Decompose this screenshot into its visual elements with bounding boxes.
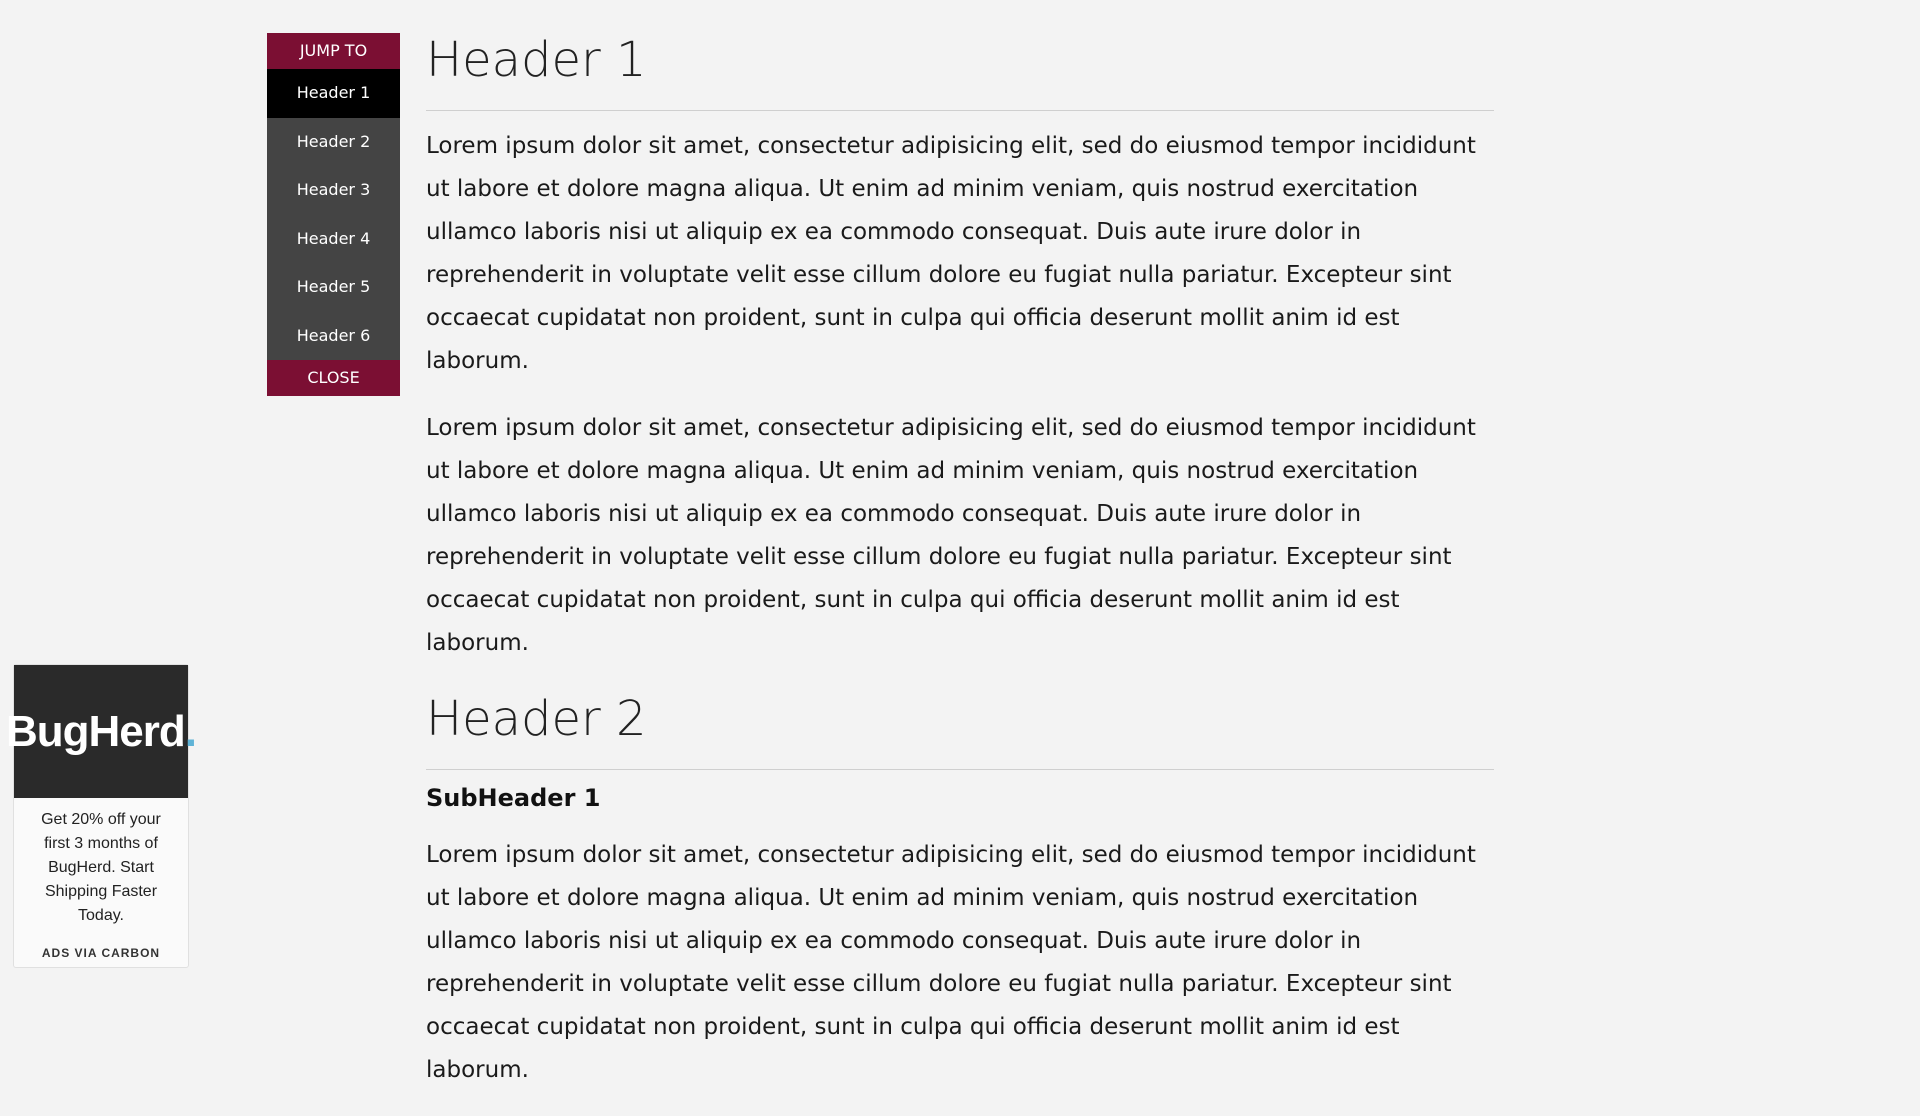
ad-text[interactable]: Get 20% off your first 3 months of BugHerd. Start Shipping Faster Today. [41,811,161,924]
heading-divider [426,769,1494,770]
jump-item-header-2[interactable]: Header 2 [296,131,371,151]
subheader: SubHeader 1 [426,784,601,812]
jump-to-list [267,69,400,360]
jump-to-nav [267,33,400,396]
jump-item-header-6[interactable]: Header 6 [296,325,371,345]
bugherd-logo[interactable] [6,665,197,798]
section-heading-2: Header 2 [426,691,647,747]
jump-item-header-1[interactable]: Header 1 [267,69,400,118]
main-content [426,22,1494,1116]
paragraph: Lorem ipsum dolor sit amet, consectetur adipisicing elit, sed do eiusmod tempor incididunt ut labore et dolore magna aliqua. Ut enim ad minim veniam, quis nostrud exercitation ullamco laboris nisi ut aliquip ex ea commodo consequat. Duis aute irure dolor in reprehenderit in voluptate velit esse cillum dolore eu fugiat nulla pariatur. Excepteur sint occaecat cupidatat non proident, sunt in culpa qui officia deserunt mollit anim id est laborum. [426,842,1476,1083]
jump-item-header-4[interactable]: Header 4 [296,228,371,248]
jump-item-header-3[interactable]: Header 3 [296,180,371,199]
section-heading-1: Header 1 [426,32,647,88]
bugherd-logo-dot: . [184,706,197,756]
heading-divider [426,110,1494,111]
paragraph: Lorem ipsum dolor sit amet, consectetur adipisicing elit, sed do eiusmod tempor incididunt ut labore et dolore magna aliqua. Ut enim ad minim veniam, quis nostrud exercitation ullamco laboris nisi ut aliquip ex ea commodo consequat. Duis aute irure dolor in reprehenderit in voluptate velit esse cillum dolore eu fugiat nulla pariatur. Excepteur sint occaecat cupidatat non proident, sunt in culpa qui officia deserunt mollit anim id est laborum. [426,415,1476,656]
paragraph: Lorem ipsum dolor sit amet, consectetur adipisicing elit, sed do eiusmod tempor incididunt ut labore et dolore magna aliqua. Ut enim ad minim veniam, quis nostrud exercitation ullamco laboris nisi ut aliquip ex ea commodo consequat. Duis aute irure dolor in reprehenderit in voluptate velit esse cillum dolore eu fugiat nulla pariatur. Excepteur sint occaecat cupidatat non proident, sunt in culpa qui officia deserunt mollit anim id est laborum. [426,133,1476,374]
carbon-ad[interactable] [6,664,197,968]
jump-item-header-5[interactable]: Header 5 [296,277,371,296]
jump-to-header[interactable]: JUMP TO [267,33,400,69]
bugherd-logo-text: BugHerd [6,706,185,756]
close-button[interactable]: CLOSE [267,360,400,396]
ads-via-carbon-link[interactable]: ADS VIA CARBON [41,946,161,960]
